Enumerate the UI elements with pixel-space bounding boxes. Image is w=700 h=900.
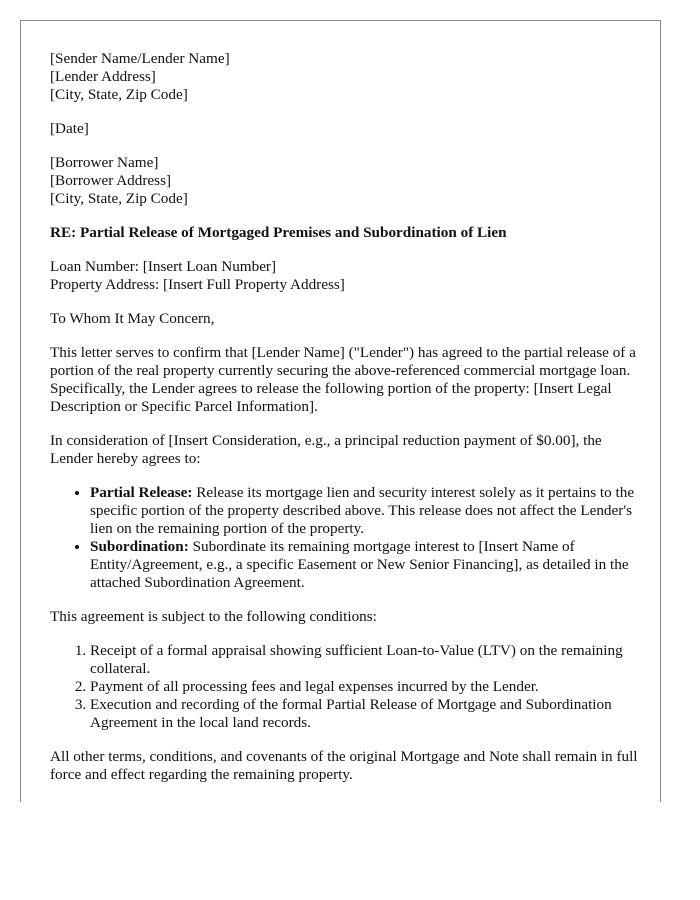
sender-block — [50, 50, 640, 104]
recipient-block — [50, 154, 640, 208]
consideration-paragraph: In consideration of [Insert Consideration, e.g., a principal reduction payment of $0.00], the Lender hereby agrees to: — [50, 432, 602, 467]
date-block — [50, 120, 640, 138]
agreement-text: Subordinate its remaining mortgage interest to [Insert Name of Entity/Agreement, e.g., a specific Easement or New Senior Financing], as detailed in the attached Subordination Agreement. — [90, 538, 629, 591]
sender-city-state-zip: [City, State, Zip Code] — [50, 86, 188, 103]
subject-line: RE: Partial Release of Mortgaged Premises and Subordination of Lien — [50, 224, 507, 241]
conditions-list — [50, 642, 640, 732]
agreement-list — [50, 484, 640, 592]
agreement-item-subordination — [90, 538, 640, 592]
letter-page — [20, 20, 661, 802]
recipient-city-state-zip: [City, State, Zip Code] — [50, 190, 188, 207]
letter-body — [50, 50, 640, 800]
agreement-item-partial-release — [90, 484, 640, 538]
agreement-term: Partial Release: — [90, 484, 193, 501]
sender-address: [Lender Address] — [50, 68, 156, 85]
closing-paragraph: All other terms, conditions, and covenants of the original Mortgage and Note shall remain in full force and effect regarding the remaining property. — [50, 748, 638, 783]
condition-item: 3. Execution and recording of the formal Partial Release of Mortgage and Subordination Agreement in the local land records. — [90, 696, 640, 732]
recipient-address: [Borrower Address] — [50, 172, 172, 189]
property-address: Property Address: [Insert Full Property Address] — [50, 276, 345, 293]
condition-item: 1. Receipt of a formal appraisal showing sufficient Loan-to-Value (LTV) on the remaining collateral. — [90, 642, 640, 678]
agreement-term: Subordination: — [90, 538, 189, 555]
letter-date: [Date] — [50, 120, 89, 137]
condition-item: 2. Payment of all processing fees and legal expenses incurred by the Lender. — [90, 678, 640, 696]
salutation: To Whom It May Concern, — [50, 310, 215, 327]
sender-name: [Sender Name/Lender Name] — [50, 50, 230, 67]
reference-block — [50, 258, 640, 294]
loan-number: Loan Number: [Insert Loan Number] — [50, 258, 277, 275]
recipient-name: [Borrower Name] — [50, 154, 159, 171]
agreement-text: Release its mortgage lien and security interest solely as it pertains to the specific portion of the property described above. This release does not affect the Lender's lien on the remaining portion of the property. — [90, 484, 635, 537]
conditions-intro: This agreement is subject to the following conditions: — [50, 608, 377, 625]
intro-paragraph: This letter serves to confirm that [Lender Name] ("Lender") has agreed to the partial release of a portion of the real property currently securing the above-referenced commercial mortgage loan. Specifically, the Lender agrees to release the following portion of the property: [Insert Legal Description or Specific Parcel Information]. — [50, 344, 636, 415]
